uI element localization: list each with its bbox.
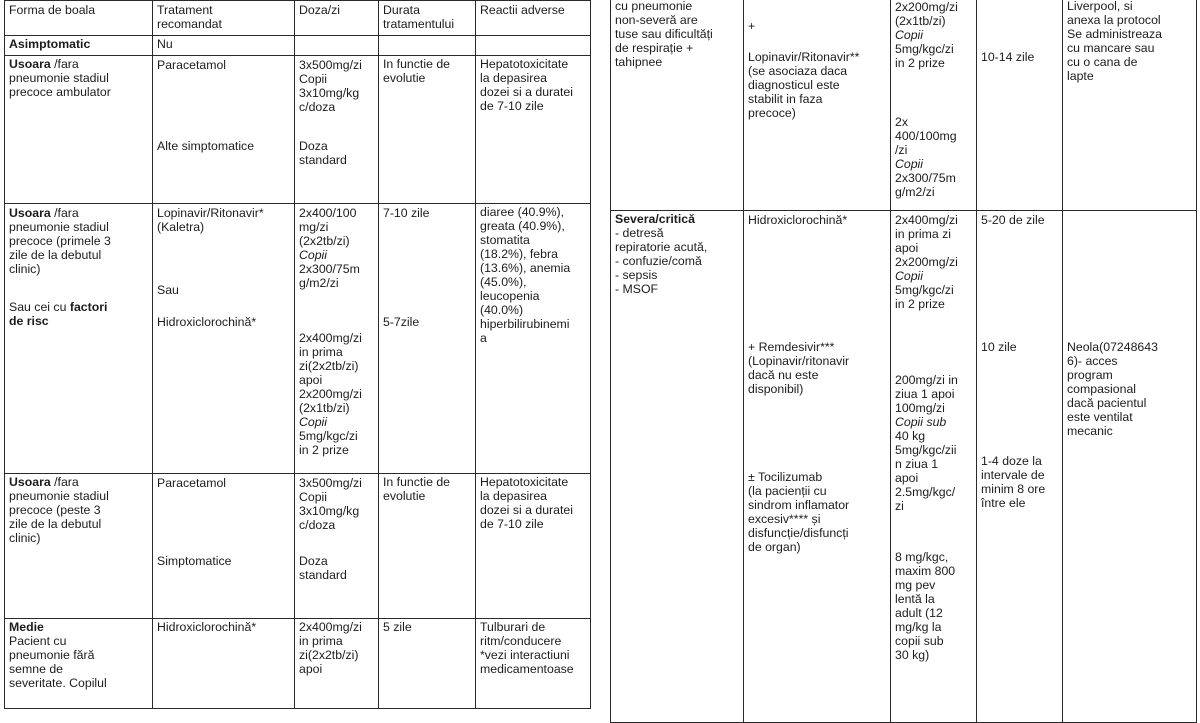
right-treatment-table [610, 0, 1197, 723]
cell-durata: In functie de evolutie [379, 474, 476, 619]
cell-reactii [476, 36, 591, 56]
cell-tratament: Nu [153, 36, 295, 56]
cell-forma: Asimptomatic [5, 36, 153, 56]
cell-doza: 2x200mg/zi (2x1tb/zi) Copii 5mg/kgc/zi in 2 prize 2x 400/100mg /zi Copii 2x300/75m g/m2/zi [891, 0, 977, 211]
cell-durata: 5-20 de zile 10 zile 1-4 doze la intervale de minim 8 ore între ele [977, 211, 1063, 723]
cell-forma: Medie Pacient cu pneumonie fără semne de severitate. Copilul [5, 619, 153, 709]
row-usoara-peste3 [5, 474, 591, 619]
cell-tratament: Paracetamol Simptomatice [153, 474, 295, 619]
cell-reactii: diaree (40.9%), greata (40.9%), stomatita (18.2%), febra (13.6%), anemia (45.0%), leucopenia (40.0%) hiperbilirubinemi a [476, 204, 591, 474]
cell-observatii: Neola(07248643 6)- acces program compasional dacă pacientul este ventilat mecanic [1063, 211, 1197, 723]
header-tratament: Tratament recomandat [153, 1, 295, 36]
header-doza: Doza/zi [295, 1, 379, 36]
header-reactii: Reactii adverse [476, 1, 591, 36]
cell-tratament: + Lopinavir/Ritonavir** (se asociaza daca diagnosticul este stabilit in faza precoce) [744, 0, 891, 211]
cell-tratament: Lopinavir/Ritonavir* (Kaletra) Sau Hidroxiclorochină* [153, 204, 295, 474]
row-severa [611, 211, 1197, 723]
cell-reactii: Tulburari de ritm/conducere *vezi interactiuni medicamentoase [476, 619, 591, 709]
cell-durata: In functie de evolutie [379, 56, 476, 204]
cell-durata [379, 36, 476, 56]
row-usoara-ambulator [5, 56, 591, 204]
cell-observatii: Liverpool, si anexa la protocol Se administreaza cu mancare sau cu o cana de lapte [1063, 0, 1197, 211]
left-treatment-table [4, 0, 591, 709]
cell-forma: Usoara /fara pneumonie stadiul precoce (primele 3 zile de la debutul clinic) Sau cei cu factori de risc [5, 204, 153, 474]
cell-reactii: Hepatotoxicitate la depasirea dozei si a duratei de 7-10 zile [476, 474, 591, 619]
cell-tratament: Hidroxiclorochină* [153, 619, 295, 709]
cell-durata: 10-14 zile [977, 0, 1063, 211]
cell-forma: cu pneumonie non-severă are tuse sau dificultăți de respirație + tahipnee [611, 0, 744, 211]
cell-doza: 2x400mg/zi in prima zi apoi 2x200mg/zi Copii 5mg/kgc/zi in 2 prize 200mg/zi in ziua 1 apoi 100mg/zi Copii sub 40 kg 5mg/kgc/zii n ziua 1 apoi 2.5mg/kgc/ zi 8 mg/kgc, maxim 800 mg pev lentă la adult (12 mg/kg la copii sub 30 kg) [891, 211, 977, 723]
row-usoara-precoce [5, 204, 591, 474]
row-medie [5, 619, 591, 709]
cell-doza: 2x400/100 mg/zi (2x2tb/zi) Copii 2x300/75m g/m2/zi 2x400mg/zi in prima zi(2x2tb/zi) apoi 2x200mg/zi (2x1tb/zi) Copii 5mg/kgc/zi in 2 prize [295, 204, 379, 474]
page-gap [593, 0, 607, 709]
cell-tratament: Paracetamol Alte simptomatice [153, 56, 295, 204]
cell-doza: 3x500mg/zi Copii 3x10mg/kg c/doza Doza standard [295, 56, 379, 204]
cell-durata: 7-10 zile 5-7zile [379, 204, 476, 474]
cell-doza [295, 36, 379, 56]
row-asimptomatic [5, 36, 591, 56]
cell-durata: 5 zile [379, 619, 476, 709]
cell-tratament: Hidroxiclorochină* + Remdesivir*** (Lopinavir/ritonavir dacă nu este disponibil) ± Tocilizumab (la pacienții cu sindrom inflamator excesiv**** și disfuncție/disfuncți de organ) [744, 211, 891, 723]
row-continuation [611, 0, 1197, 211]
header-durata: Durata tratamentului [379, 1, 476, 36]
cell-doza: 2x400mg/zi in prima zi(2x2tb/zi) apoi [295, 619, 379, 709]
cell-reactii: Hepatotoxicitate la depasirea dozei si a duratei de 7-10 zile [476, 56, 591, 204]
header-row [5, 1, 591, 36]
cell-forma: Usoara /fara pneumonie stadiul precoce (peste 3 zile de la debutul clinic) [5, 474, 153, 619]
cell-doza: 3x500mg/zi Copii 3x10mg/kg c/doza Doza standard [295, 474, 379, 619]
header-forma: Forma de boala [5, 1, 153, 36]
cell-forma: Usoara /fara pneumonie stadiul precoce ambulator [5, 56, 153, 204]
cell-forma: Severa/critică - detresă repiratorie acută, - confuzie/comă - sepsis - MSOF [611, 211, 744, 723]
